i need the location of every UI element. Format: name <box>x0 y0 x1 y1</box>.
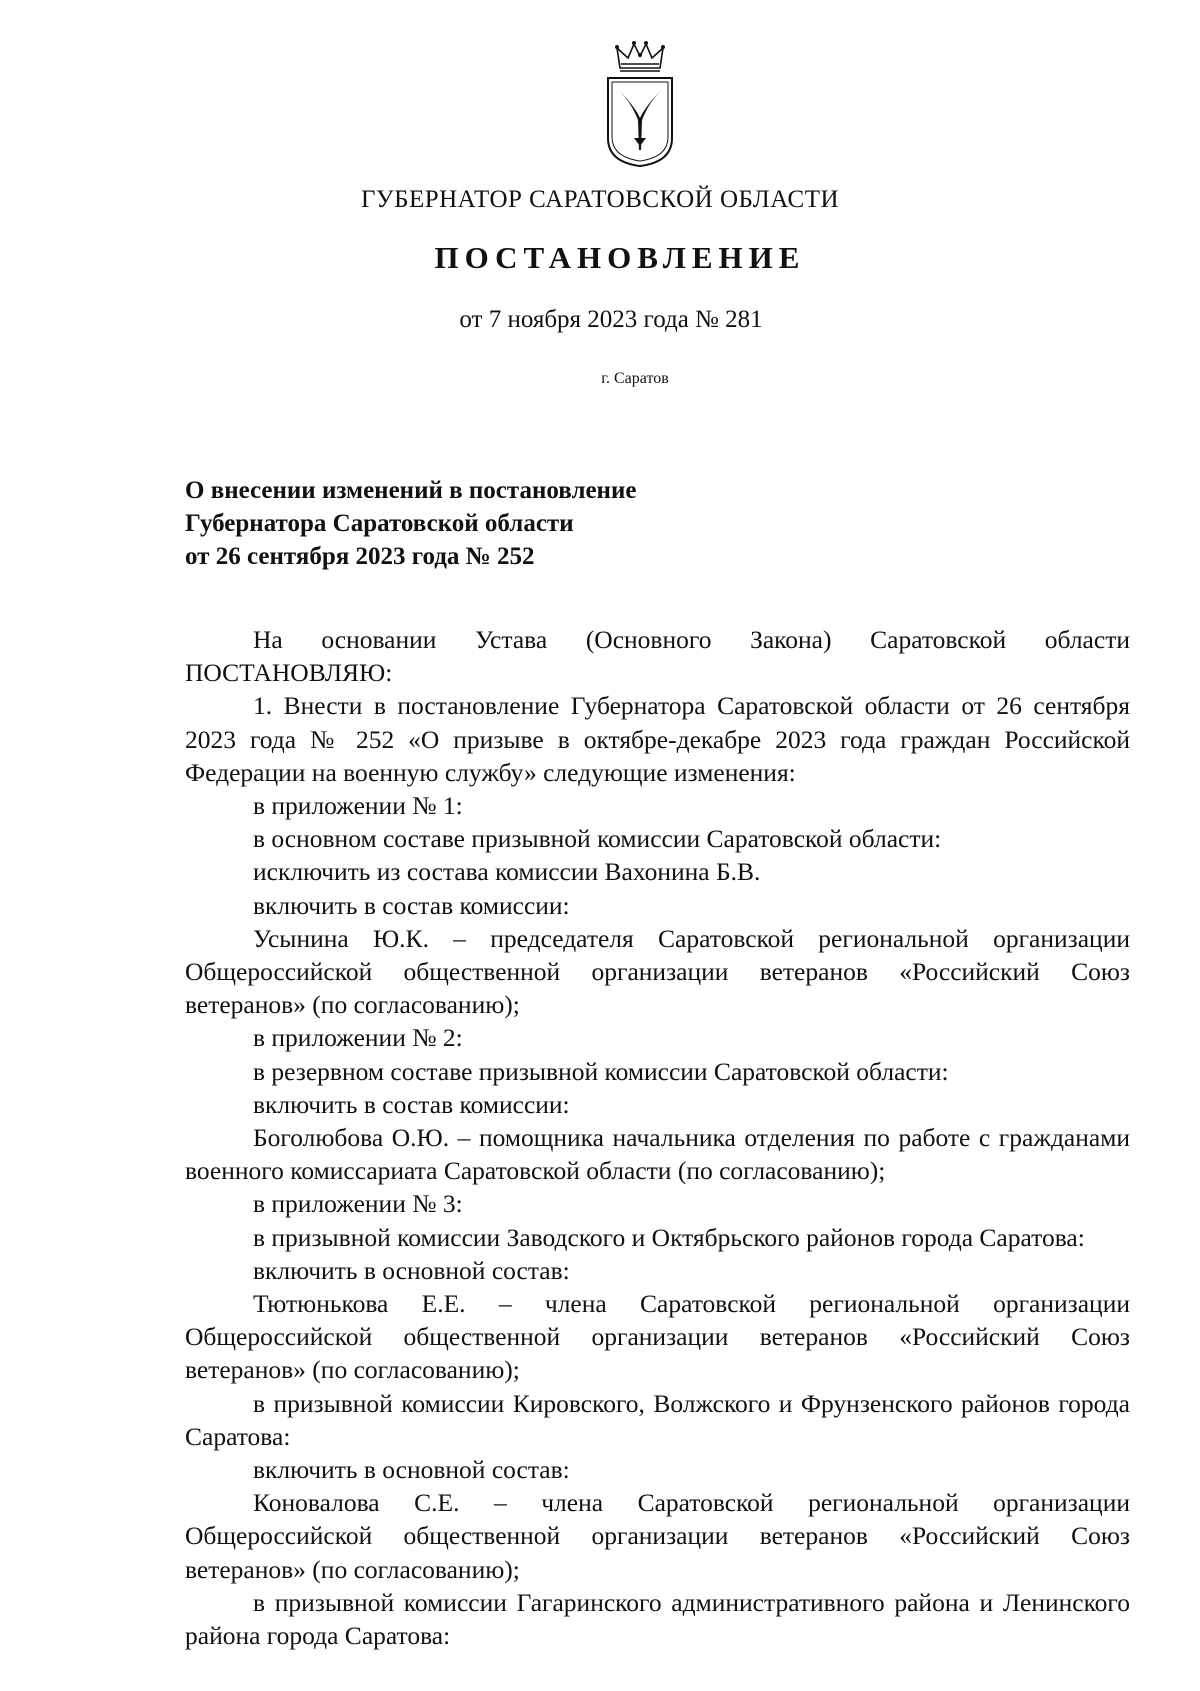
body-paragraph: в призывной комиссии Кировского, Волжского и Фрунзенского районов города Саратова: <box>185 1388 1130 1451</box>
body-paragraph: исключить из состава комиссии Вахонина Б.В. <box>253 857 761 887</box>
body-paragraph: включить в основной состав: <box>253 1455 570 1485</box>
body-paragraph: Коновалова С.Е. – члена Саратовской региональной организации Общероссийской общественной организации ветеранов «Российский Союз ветеранов» (по согласованию); <box>185 1488 1130 1584</box>
document-city: г. Саратов <box>601 370 669 387</box>
body-paragraph: Усынина Ю.К. – председателя Саратовской региональной организации Общероссийской общественной организации ветеранов «Российский Союз ветеранов» (по согласованию); <box>185 923 1130 1020</box>
body-paragraph: в приложении № 2: <box>253 1023 463 1053</box>
body-paragraph: включить в состав комиссии: <box>253 890 570 920</box>
body-paragraph: в резервном составе призывной комиссии Саратовской области: <box>253 1056 949 1086</box>
body-paragraph: в приложении № 1: <box>253 791 463 821</box>
document-subject <box>185 474 885 573</box>
body-paragraph: включить в состав комиссии: <box>253 1089 570 1119</box>
body-paragraph: включить в основной состав: <box>253 1255 570 1285</box>
body-paragraph: в основном составе призывной комиссии Саратовской области: <box>253 824 942 854</box>
body-paragraph: На основании Устава (Основного Закона) Саратовской области ПОСТАНОВЛЯЮ: <box>185 625 1130 688</box>
document-body <box>185 623 1130 1652</box>
authority-title: ГУБЕРНАТОР САРАТОВСКОЙ ОБЛАСТИ <box>360 186 840 213</box>
subject-line: от 26 сентября 2023 года № 252 <box>185 543 535 570</box>
body-paragraph: Боголюбова О.Ю. – помощника начальника отделения по работе с гражданами военного комиссариата Саратовской области (по согласованию); <box>185 1123 1130 1186</box>
body-paragraph: 1. Внести в постановление Губернатора Саратовской области от 26 сентября 2023 года № 252 «О призыве в октябре-декабре 2023 года граждан Российской Федерации на военную службу» следующие изменения: <box>185 691 1130 787</box>
document-date-number: от 7 ноября 2023 года № 281 <box>459 306 763 333</box>
body-paragraph: в призывной комиссии Гагаринского административного района и Ленинского района города Саратова: <box>185 1587 1130 1651</box>
coat-of-arms-icon <box>600 38 680 168</box>
subject-line: О внесении изменений в постановление <box>185 477 637 504</box>
subject-line: Губернатора Саратовской области <box>185 510 574 537</box>
document-type-title: ПОСТАНОВЛЕНИЕ <box>434 240 806 275</box>
body-paragraph: в приложении № 3: <box>253 1189 463 1219</box>
body-paragraph: в призывной комиссии Заводского и Октябрьского районов города Саратова: <box>253 1222 1085 1252</box>
body-paragraph: Тютюнькова Е.Е. – члена Саратовской региональной организации Общероссийской общественной организации ветеранов «Российский Союз ветеранов» (по согласованию); <box>185 1289 1130 1385</box>
